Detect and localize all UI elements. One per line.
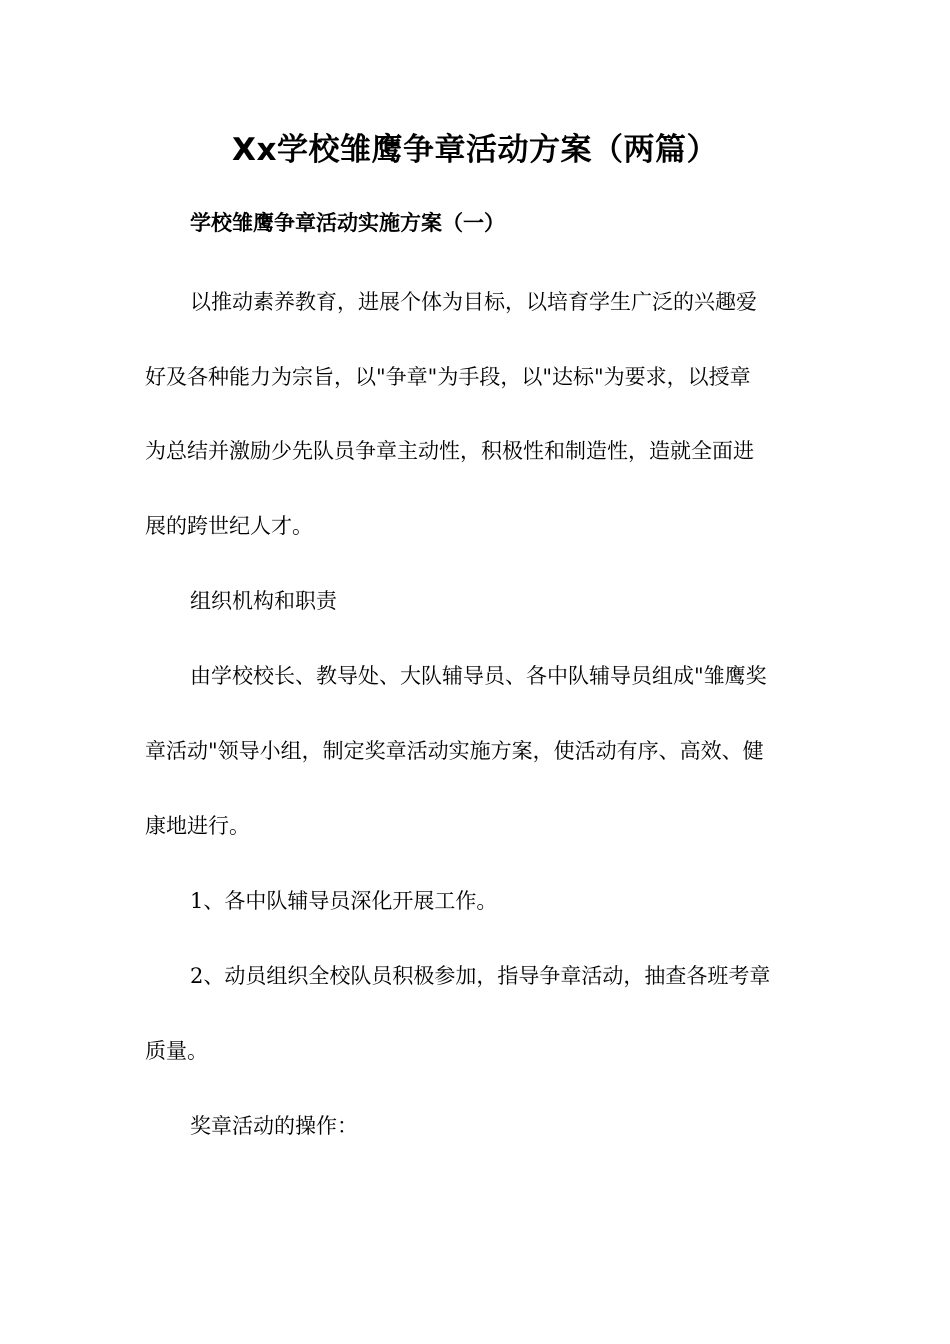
paragraph-line: 章活动"领导小组，制定奖章活动实施方案，使活动有序、高效、健 xyxy=(145,739,764,763)
document-title: Xx学校雏鹰争章活动方案（两篇） xyxy=(232,132,718,168)
section-label: 组织机构和职责 xyxy=(190,589,337,613)
section-heading: 学校雏鹰争章活动实施方案（一） xyxy=(190,211,505,235)
list-item-continuation: 质量。 xyxy=(145,1039,208,1063)
paragraph-line: 康地进行。 xyxy=(145,814,250,838)
paragraph-line: 以推动素养教育，进展个体为目标，以培育学生广泛的兴趣爱 xyxy=(190,290,757,314)
paragraph-line: 好及各种能力为宗旨，以"争章"为手段，以"达标"为要求，以授章 xyxy=(145,365,751,389)
paragraph-line: 展的跨世纪人才。 xyxy=(145,514,313,538)
paragraph-line: 为总结并激励少先队员争章主动性，积极性和制造性，造就全面进 xyxy=(145,439,754,463)
list-item: 1、各中队辅导员深化开展工作。 xyxy=(190,889,498,913)
list-item: 2、动员组织全校队员积极参加，指导争章活动，抽查各班考章 xyxy=(190,964,771,988)
paragraph-line: 由学校校长、教导处、大队辅导员、各中队辅导员组成"雏鹰奖 xyxy=(190,664,767,688)
section-label: 奖章活动的操作： xyxy=(190,1114,358,1138)
